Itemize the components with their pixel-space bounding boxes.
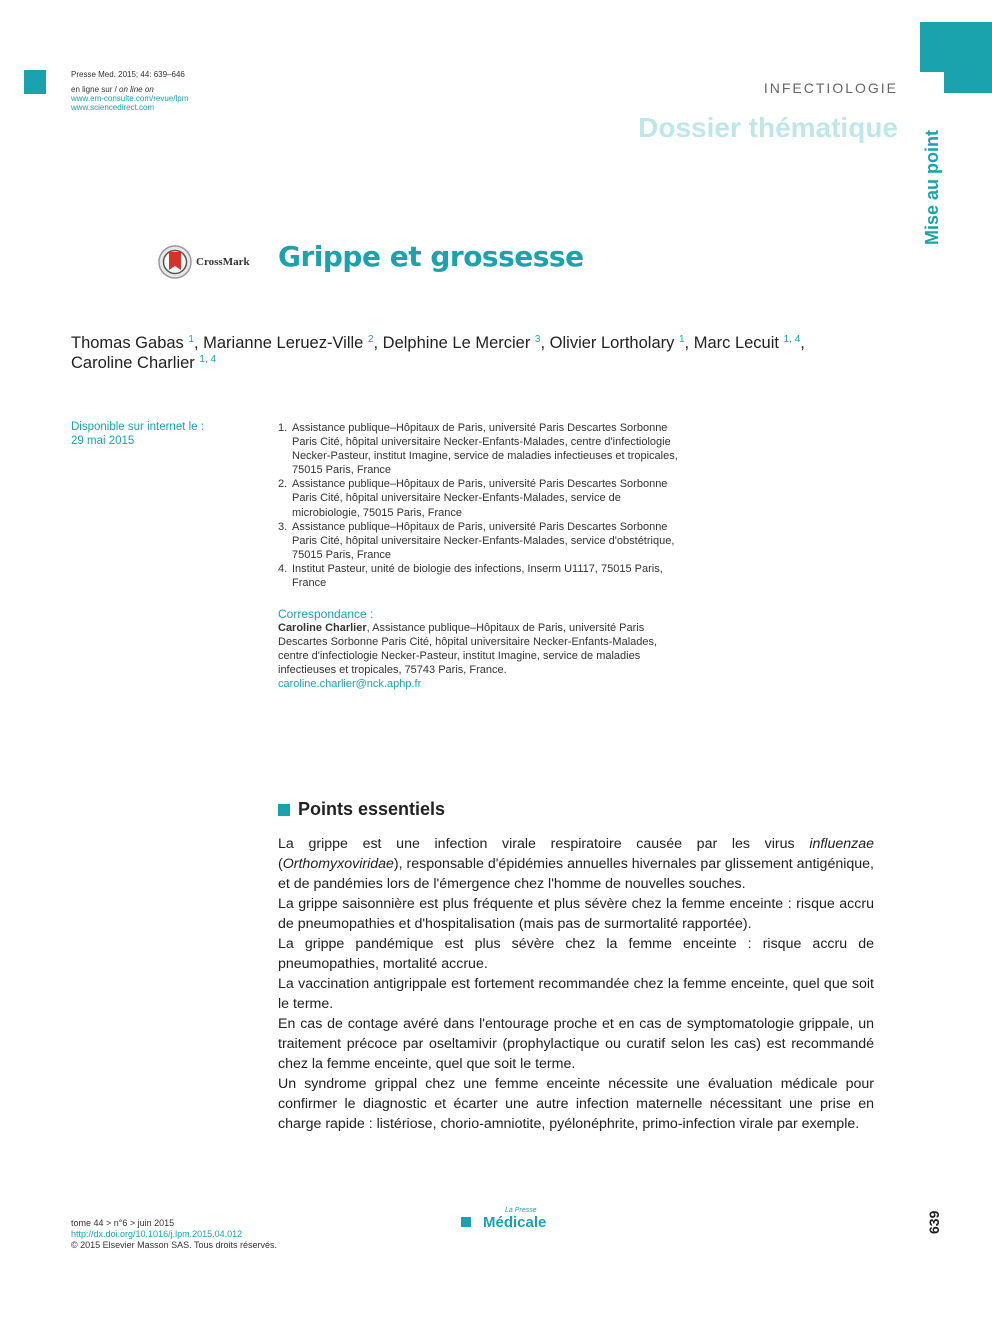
key-point: La grippe pandémique est plus sévère chez la femme enceinte : risque accru de pneumopathies, mortalité accrue. [278,936,874,972]
key-points [278,834,874,1134]
affiliation-item: 4. Institut Pasteur, unité de biologie des infections, Inserm U1117, 75015 Paris, France [278,562,663,590]
author-name: Delphine Le Mercier [382,334,531,352]
journal-link-em[interactable]: www.em-consulte.com/revue/lpm [71,94,189,103]
author-affiliation: 1 [678,334,685,345]
author-affiliation: 1, 4 [199,354,217,365]
journal-name: Médicale [483,1214,547,1231]
copyright: © 2015 Elsevier Masson SAS. Tous droits réservés. [71,1240,278,1250]
section-label: INFECTIOLOGIE [763,80,898,96]
correspondence-address: Caroline Charlier, Assistance publique–Hôpitaux de Paris, université Paris Descartes Sorbonne Paris Cité, hôpital universitaire Necker-Enfants-Malades, centre d'infectiologie Necker-Pasteur, institut Imagine, service de maladies infectieuses et tropicales, 75743 Paris, France. [278,622,658,677]
bullet-square-icon [278,804,290,816]
correspondence-label: Correspondance : [278,607,374,621]
points-heading: Points essentiels [278,799,445,820]
author-name: Caroline Charlier [71,354,195,372]
footer-info [71,1218,277,1251]
author-name: Marianne Leruez-Ville [203,334,364,352]
journal-logo [461,1208,546,1231]
citation: Presse Med. 2015; 44: 639–646 [71,70,185,79]
affiliation-item: 1. Assistance publique–Hôpitaux de Paris, université Paris Descartes Sorbonne Paris Cité, hôpital universitaire Necker-Enfants-Malades, centre d'infectiologie Necker-Pasteur, institut Imagine, service de maladies infectieuses et tropicales, 75015 Paris, France [278,422,678,477]
section-tab-side [944,70,992,93]
article-title: Grippe et grossesse [278,240,584,273]
correspondence [278,607,688,692]
availability [71,420,261,448]
author-name: Marc Lecuit [693,334,779,352]
key-point: En cas de contage avéré dans l'entourage proche et en cas de symptomatologie grippale, un traitement précoce par oseltamivir (prophylactique ou curatif selon les cas) est recommandé chez la femme enceinte, quel que soit le terme. [278,1016,874,1072]
issue-info: tome 44 > n°6 > juin 2015 [71,1218,175,1228]
online-line: en ligne sur / on line on [71,85,154,94]
corner-marker [24,70,46,94]
dossier-title: Dossier thématique [638,112,898,143]
key-point: Un syndrome grippal chez une femme enceinte nécessite une évaluation médicale pour confirmer le diagnostic et écarter une autre infection maternelle nécessitant une prise en charge rapide : listériose, chorio-amniotite, pyélonéphrite, primo-infection virale par exemple. [278,1076,874,1132]
crossmark-label: CrossMark [196,256,250,268]
author-name: Thomas Gabas [71,334,184,352]
vertical-label: Mise au point [922,129,942,245]
author-name: Olivier Lortholary [549,334,675,352]
key-point: La grippe est une infection virale respiratoire causée par les virus influenzae (Orthomyxoviridae), responsable d'épidémies annuelles hivernales par glissement antigénique, et de pandémies lors de l'émergence chez l'homme de nouvelles souches. [278,836,874,892]
crossmark-badge[interactable] [158,243,258,281]
author-affiliation: 1 [188,334,194,345]
author-list: Thomas Gabas $^1$, Marianne Leruez-Ville $^2$, Delphine Le Mercier $^3$, Olivier Lortholary $^1$, Marc Lecuit $^{1, 4}$, Caroline Charlier $^{1, 4}$ [71,334,805,372]
author-affiliation: 2 [367,334,374,345]
available-label: Disponible sur internet le : [71,421,204,433]
logo-square-icon [461,1217,471,1227]
author-affiliation: 1, 4 [783,334,801,345]
available-date: 29 mai 2015 [71,435,135,447]
affiliation-item: 3. Assistance publique–Hôpitaux de Paris, université Paris Descartes Sorbonne Paris Cité, hôpital universitaire Necker-Enfants-Malades, service d'obstétrique, 75015 Paris, France [278,520,675,561]
journal-name-small: La Presse [505,1207,537,1214]
crossmark-icon [158,245,192,279]
journal-link-sd[interactable]: www.sciencedirect.com [71,103,155,112]
key-point: La grippe saisonnière est plus fréquente et plus sévère chez la femme enceinte : risque accru de pneumopathies et d'hospitalisation (mais pas de surmortalité rapportée). [278,896,874,932]
page-number: 639 [926,1210,942,1234]
section-tab [920,22,992,72]
doi-link[interactable]: http://dx.doi.org/10.1016/j.lpm.2015.04.012 [71,1229,243,1239]
correspondence-email[interactable]: caroline.charlier@nck.aphp.fr [278,678,422,691]
header-meta [71,70,188,112]
key-point: La vaccination antigrippale est fortement recommandée chez la femme enceinte, quel que soit le terme. [278,976,874,1012]
affiliation-list [278,421,688,590]
affiliation-item: 2. Assistance publique–Hôpitaux de Paris, université Paris Descartes Sorbonne Paris Cité, hôpital universitaire Necker-Enfants-Malades, service de microbiologie, 75015 Paris, France [278,478,668,519]
author-affiliation: 3 [534,334,541,345]
